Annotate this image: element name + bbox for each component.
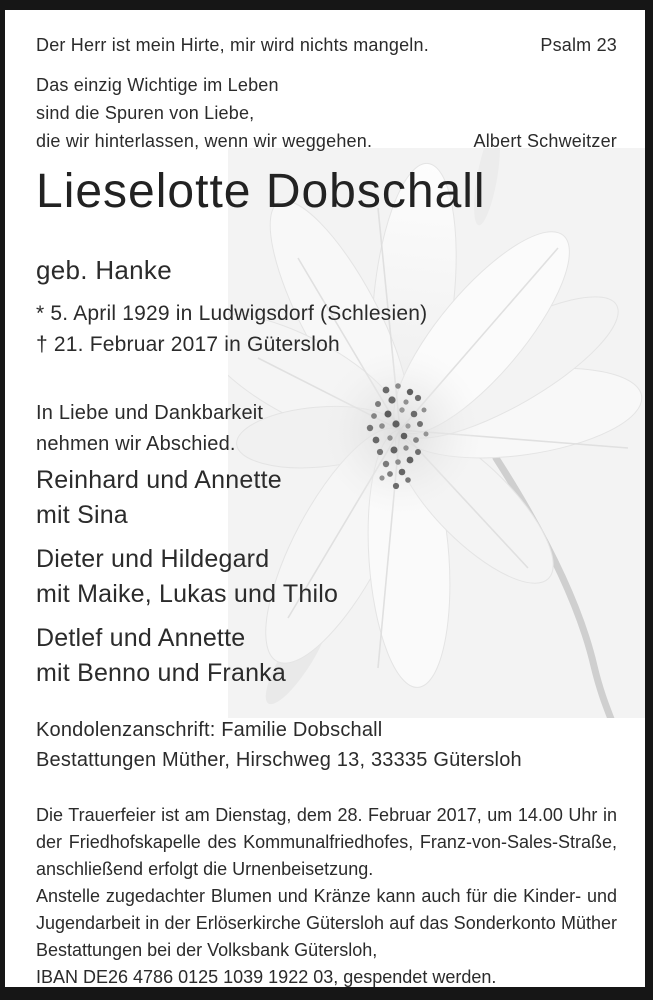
- birth-line: * 5. April 1929 in Ludwigsdorf (Schlesien): [36, 302, 428, 325]
- iban-line: IBAN DE26 4786 0125 1039 1922 03, gespendet werden.: [36, 967, 497, 987]
- farewell-line-1: In Liebe und Dankbarkeit: [36, 402, 264, 424]
- donation-text: Anstelle zugedachter Blumen und Kränze kann auch für die Kinder- und Jugendarbeit in der Erlöserkirche Gütersloh auf das Sonderkonto Müther Bestattungen bei der Volksbank Gütersloh,: [36, 886, 617, 960]
- farewell-line-2: nehmen wir Abschied.: [36, 433, 236, 455]
- psalm-quote: Der Herr ist mein Hirte, mir wird nichts mangeln.: [36, 35, 429, 55]
- condolence-line-1: Kondolenzanschrift: Familie Dobschall: [36, 719, 383, 741]
- quote-block: [36, 71, 617, 155]
- mourner-group: [36, 542, 617, 612]
- psalm-row: [36, 33, 617, 57]
- mourner-names: Detlef und Annette: [36, 624, 246, 652]
- service-info: Die Trauerfeier ist am Dienstag, dem 28. Februar 2017, um 14.00 Uhr in der Friedhofskapelle des Kommunalfriedhofes, Franz-von-Sales-Straße, anschließend erfolgt die Urnenbeisetzung.: [36, 805, 617, 879]
- quote-line-2: sind die Spuren von Liebe,: [36, 103, 255, 123]
- mourners-list: [36, 463, 617, 700]
- notice-content: [5, 10, 645, 987]
- mourner-with-line: mit Benno und Franka: [36, 659, 286, 687]
- mourner-with-line: mit Maike, Lukas und Thilo: [36, 580, 339, 608]
- notice-paper: [5, 10, 645, 987]
- farewell-block: [36, 398, 617, 460]
- quote-author: Albert Schweitzer: [473, 131, 617, 151]
- condolence-line-2: Bestattungen Müther, Hirschweg 13, 33335 Gütersloh: [36, 749, 522, 771]
- mourner-group: [36, 621, 617, 691]
- psalm-source: Psalm 23: [540, 35, 617, 55]
- condolence-block: [36, 715, 617, 775]
- birth-name: geb. Hanke: [36, 255, 172, 285]
- deceased-name: Lieselotte Dobschall: [36, 165, 486, 218]
- death-line: † 21. Februar 2017 in Gütersloh: [36, 333, 340, 356]
- mourner-names: Dieter und Hildegard: [36, 545, 270, 573]
- mourner-names: Reinhard und Annette: [36, 466, 282, 494]
- mourner-with-line: mit Sina: [36, 501, 128, 529]
- life-dates: [36, 298, 617, 360]
- quote-line-3: die wir hinterlassen, wenn wir weggehen.: [36, 131, 373, 151]
- donation-info: [36, 883, 617, 991]
- quote-line-1: Das einzig Wichtige im Leben: [36, 75, 279, 95]
- mourner-group: [36, 463, 617, 533]
